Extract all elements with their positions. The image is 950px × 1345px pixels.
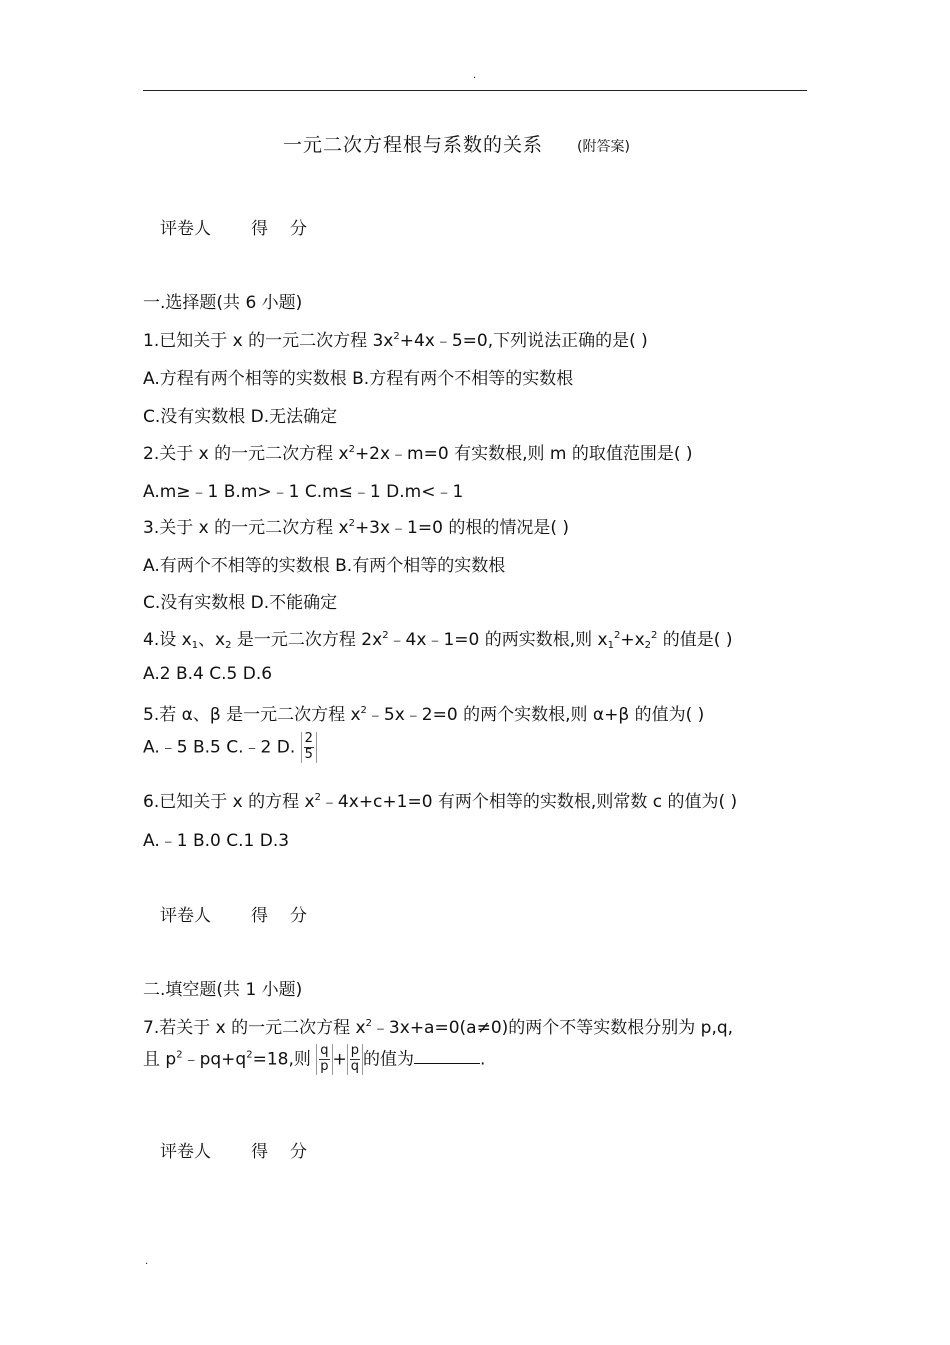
- section-1-heading: 一.选择题(共 6 小题): [143, 293, 303, 313]
- scorebox-1: [160, 214, 307, 239]
- q3-stem-a: 3.关于 x 的一元二次方程 x: [143, 518, 349, 538]
- q3-stem-b: +3x﹣1=0 的根的情况是( ): [354, 518, 570, 538]
- q3-options-a: A.有两个不相等的实数根 B.有两个相等的实数根: [143, 556, 506, 576]
- question-3: [143, 513, 569, 538]
- q7-exponent: 2: [246, 1049, 253, 1061]
- scorebox-reviewer: 评卷人: [160, 906, 211, 926]
- q1-exponent: 2: [393, 331, 400, 342]
- scorebox-score-a: 得: [251, 1142, 268, 1162]
- q5-options: [143, 732, 317, 763]
- q4-exponent: 2: [382, 630, 389, 641]
- q2-stem-a: 2.关于 x 的一元二次方程 x: [143, 444, 349, 464]
- q7-exponent: 2: [365, 1018, 372, 1029]
- header-dot: .: [473, 70, 477, 81]
- q7-part: 的值为: [363, 1049, 415, 1070]
- q6-stem-b: ﹣4x+c+1=0 有两个相等的实数根,则常数 c 的值为( ): [320, 792, 738, 812]
- q4-exponent: 2: [651, 630, 658, 641]
- scorebox-score-a: 得: [251, 906, 268, 926]
- q7-part: .: [480, 1049, 486, 1070]
- q4-part: 是一元二次方程 2x: [231, 630, 383, 650]
- q7-fraction-1: [316, 1044, 332, 1075]
- section-2-heading: 二.填空题(共 1 小题): [143, 980, 303, 1000]
- q5-fraction: [301, 732, 317, 763]
- q1-options-a: A.方程有两个相等的实数根 B.方程有两个不相等的实数根: [143, 369, 574, 389]
- q6-exponent: 2: [314, 792, 321, 803]
- q2-exponent: 2: [348, 444, 355, 455]
- q7-part: ﹣pq+q: [182, 1049, 247, 1070]
- scorebox-3: [160, 1137, 307, 1162]
- title-note: (附答案): [577, 139, 630, 155]
- q4-subscript: 2: [644, 640, 652, 651]
- title-text: 一元二次方程根与系数的关系: [283, 134, 544, 156]
- q5-exponent: 2: [360, 705, 367, 716]
- scorebox-reviewer: 评卷人: [160, 1142, 211, 1162]
- q7-stem-b: ﹣3x+a=0(a≠0)的两个不等实数根分别为 p,q,: [371, 1018, 734, 1038]
- fraction-denominator: p: [320, 1058, 329, 1074]
- q4-subscript: 1: [607, 640, 614, 651]
- q4-exponent: 2: [613, 630, 621, 641]
- question-2: [143, 439, 693, 464]
- q4-subscript: 2: [225, 640, 232, 651]
- q7-exponent: 2: [176, 1049, 183, 1061]
- q2-options: A.m≥﹣1 B.m>﹣1 C.m≤﹣1 D.m<﹣1: [143, 482, 464, 502]
- scorebox-score-b: 分: [290, 906, 307, 926]
- question-1: [143, 326, 648, 351]
- fraction-denominator: q: [350, 1058, 360, 1074]
- footer-dot: .: [145, 1256, 149, 1267]
- answer-blank[interactable]: [414, 1049, 480, 1064]
- q7-stem-a: 7.若关于 x 的一元二次方程 x: [143, 1018, 366, 1038]
- question-4: [143, 625, 732, 650]
- fraction-denominator: 5: [304, 746, 313, 762]
- scorebox-reviewer: 评卷人: [160, 219, 211, 239]
- q4-part: +x: [620, 630, 645, 650]
- q7-line-2: [143, 1044, 485, 1075]
- q4-options: A.2 B.4 C.5 D.6: [143, 664, 273, 684]
- q2-stem-b: +2x﹣m=0 有实数根,则 m 的取值范围是( ): [354, 444, 693, 464]
- q3-options-b: C.没有实数根 D.不能确定: [143, 593, 338, 613]
- q1-stem-a: 1.已知关于 x 的一元二次方程 3x: [143, 331, 394, 351]
- scorebox-2: [160, 901, 307, 926]
- scorebox-score-a: 得: [251, 219, 268, 239]
- q7-part: =18,则: [252, 1049, 311, 1070]
- fraction-numerator: 2: [304, 731, 313, 746]
- fraction-numerator: p: [350, 1043, 360, 1058]
- q7-plus-sign: +: [332, 1049, 347, 1070]
- q3-exponent: 2: [348, 518, 355, 529]
- q1-stem-b: +4x﹣5=0,下列说法正确的是( ): [399, 331, 648, 351]
- q4-part: ﹣4x﹣1=0 的两实数根,则 x: [388, 630, 608, 650]
- q4-part: 4.设 x: [143, 630, 192, 650]
- q7-fraction-2: [347, 1044, 363, 1075]
- q4-part: 的值是( ): [657, 630, 733, 650]
- q4-part: 、x: [198, 630, 226, 650]
- q1-options-b: C.没有实数根 D.无法确定: [143, 407, 338, 427]
- q5-stem-a: 5.若 α、β 是一元二次方程 x: [143, 705, 361, 725]
- fraction-numerator: q: [320, 1043, 329, 1058]
- q5-options-text: A.﹣5 B.5 C.﹣2 D.: [143, 737, 296, 758]
- question-7: [143, 1013, 733, 1038]
- scorebox-score-b: 分: [290, 1142, 307, 1162]
- page-title: [283, 130, 630, 157]
- q4-subscript: 1: [191, 640, 199, 651]
- scorebox-score-b: 分: [290, 219, 307, 239]
- question-5: [143, 700, 704, 725]
- q6-stem-a: 6.已知关于 x 的方程 x: [143, 792, 315, 812]
- q5-stem-b: ﹣5x﹣2=0 的两个实数根,则 α+β 的值为( ): [366, 705, 705, 725]
- q6-options: A.﹣1 B.0 C.1 D.3: [143, 831, 290, 851]
- header-rule: [143, 90, 807, 91]
- question-6: [143, 787, 737, 812]
- q7-part: 且 p: [143, 1049, 177, 1070]
